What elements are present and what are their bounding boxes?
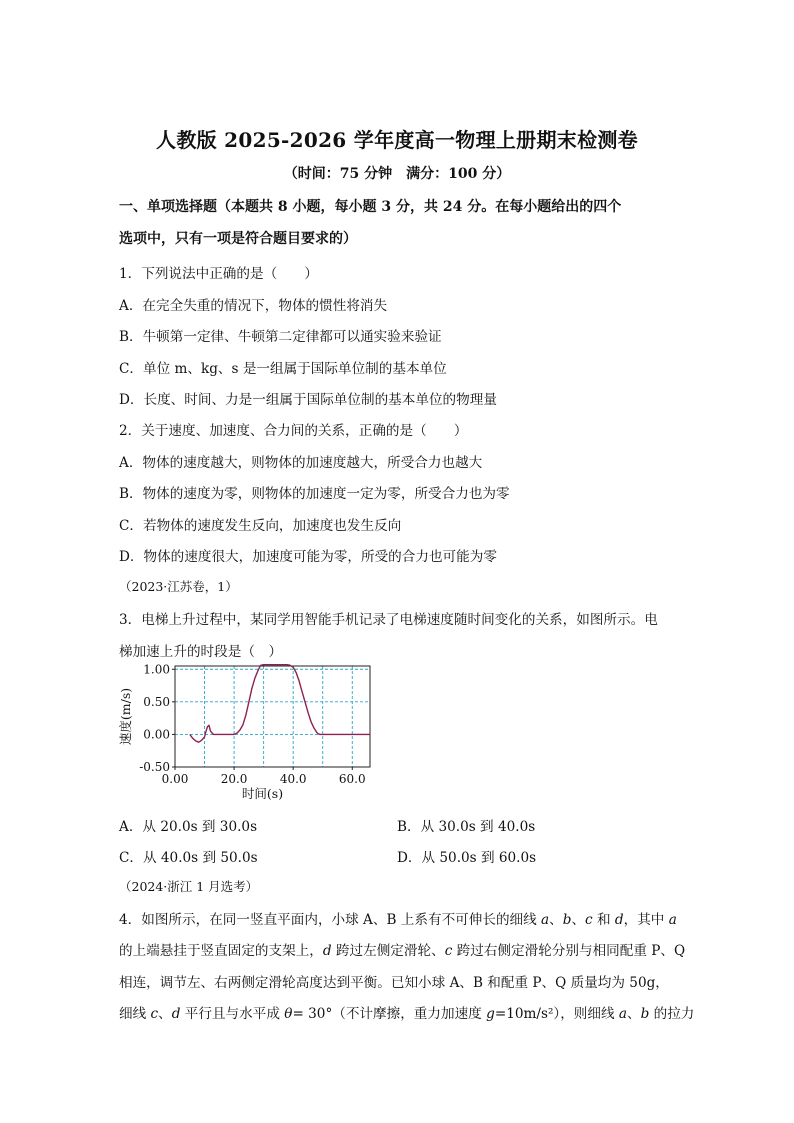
question-1-option-b: B．牛顿第一定律、牛顿第二定律都可以通实验来验证 (119, 329, 442, 345)
question-2-stem: 2．关于速度、加速度、合力间的关系，正确的是（ ） (119, 423, 468, 439)
question-4-line-4: 细线 c、d 平行且与水平成 θ= 30°（不计摩擦，重力加速度 g=10m/s²），则细线 a、b 的拉力 (119, 1006, 695, 1022)
question-3-stem-line-1: 3．电梯上升过程中，某同学用智能手机记录了电梯速度随时间变化的关系，如图所示。电 (119, 612, 658, 628)
question-3-option-c: C．从 40.0s 到 50.0s (119, 850, 258, 866)
x-tick-label: 60.0 (338, 772, 366, 786)
question-2-option-c: C．若物体的速度发生反向，加速度也发生反向 (119, 518, 402, 534)
y-axis-label: 速度(m/s) (118, 687, 133, 746)
question-2-option-b: B．物体的速度为零，则物体的加速度一定为零，所受合力也为零 (119, 486, 510, 502)
question-4-line-3: 相连，调节左、右两侧定滑轮高度达到平衡。已知小球 A、B 和配重 P、Q 质量均为 50g， (119, 975, 669, 991)
question-1-option-d: D．长度、时间、力是一组属于国际单位制的基本单位的物理量 (119, 392, 497, 408)
page-title: 人教版 2025-2026 学年度高一物理上册期末检测卷 (156, 128, 638, 152)
question-4-source: （2024·浙江 1 月选考） (119, 879, 259, 894)
question-4-line-2: 的上端悬挂于竖直固定的支架上，d 跨过左侧定滑轮、c 跨过右侧定滑轮分别与相同配重 P、Q (119, 943, 686, 959)
question-3-option-d: D．从 50.0s 到 60.0s (397, 850, 537, 866)
x-tick-label: 40.0 (279, 772, 307, 786)
y-tick-label: 0.50 (143, 694, 170, 709)
question-2-option-a: A．物体的速度越大，则物体的加速度越大，所受合力也越大 (119, 455, 483, 471)
x-tick-label: 20.0 (220, 772, 248, 786)
question-1-option-a: A．在完全失重的情况下，物体的惯性将消失 (119, 298, 388, 314)
section-heading-line-1: 一、单项选择题（本题共 8 小题，每小题 3 分，共 24 分。在每小题给出的四个 (119, 199, 622, 215)
velocity-time-chart (117, 660, 377, 800)
question-4-line-1: 4．如图所示，在同一竖直平面内，小球 A、B 上系有不可伸长的细线 a、b、c 和 d，其中 a (119, 912, 677, 928)
question-3-option-b: B．从 30.0s 到 40.0s (397, 819, 536, 835)
question-2-option-d: D．物体的速度很大，加速度可能为零，所受的合力也可能为零 (119, 549, 497, 565)
question-1-option-c: C．单位 m、kg、s 是一组属于国际单位制的基本单位 (119, 361, 447, 377)
question-3-option-a: A．从 20.0s 到 30.0s (119, 819, 258, 835)
y-tick-label: -0.50 (139, 760, 170, 774)
x-tick-label: 0.00 (161, 772, 189, 786)
section-heading-line-2: 选项中，只有一项是符合题目要求的） (119, 231, 357, 247)
question-3-stem-line-2: 梯加速上升的时段是（ ） (119, 644, 283, 660)
x-axis-label: 时间(s) (241, 786, 284, 800)
question-1-stem: 1．下列说法中正确的是（ ） (119, 266, 318, 282)
y-tick-label: 0.00 (143, 727, 170, 742)
velocity-series-line (190, 665, 370, 743)
question-3-source: （2023·江苏卷，1） (119, 579, 238, 594)
exam-info: （时间：75 分钟 满分：100 分） (283, 166, 511, 182)
y-tick-label: 1.00 (143, 662, 170, 677)
